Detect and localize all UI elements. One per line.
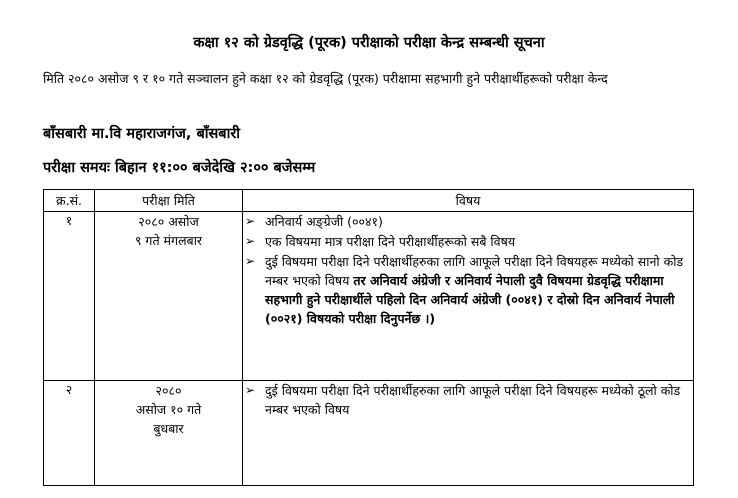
exam-center-name: बाँसबारी मा.वि महाराजगंज, बाँसबारी bbox=[43, 126, 241, 142]
arrow-right-outline-icon: ➢ bbox=[245, 383, 256, 397]
row-subjects bbox=[243, 212, 694, 381]
notice-title: कक्षा १२ को ग्रेडवृद्धि (पूरक) परीक्षाको परीक्षा केन्द्र सम्बन्धी सूचना bbox=[193, 35, 545, 51]
header-exam-date: परीक्षा मिति bbox=[95, 190, 243, 212]
row-exam-date bbox=[95, 381, 243, 486]
notice-intro: मिति २०८० असोज ९ र १० गते सञ्चालन हुने कक्षा १२ को ग्रेडवृद्धि (पूरक) परीक्षामा सहभागी हुने परीक्षार्थीहरूको परीक्षा केन्द bbox=[43, 71, 608, 86]
date-line: २०८० bbox=[155, 383, 182, 398]
arrow-right-outline-icon: ➢ bbox=[245, 254, 256, 268]
list-item bbox=[243, 252, 693, 328]
exam-time: परीक्षा समयः बिहान ११:०० बजेदेखि २:०० बजेसम्म bbox=[43, 160, 316, 176]
subject-list bbox=[243, 212, 693, 328]
table-row bbox=[44, 381, 694, 486]
table-row bbox=[44, 212, 694, 381]
subject-list bbox=[243, 381, 693, 419]
subject-note-bold: तर अनिवार्य अंग्रेजी र अनिवार्य नेपाली दुवै विषयमा ग्रेडवृद्धि परीक्षामा सहभागी हुने परीक्षार्थीले पहिलो दिन अनिवार्य अंग्रेजी (००४१) र दोस्रो दिन अनिवार्य नेपाली (००२१) विषयको परीक्षा दिनुपर्नेछ ।) bbox=[265, 273, 675, 326]
date-line: असोज १० गते bbox=[135, 402, 202, 417]
list-item bbox=[243, 381, 693, 419]
list-item bbox=[243, 212, 693, 231]
date-line: २०८० असोज bbox=[138, 214, 199, 229]
row-serial-number: २ bbox=[44, 381, 95, 486]
header-subject: विषय bbox=[243, 190, 694, 212]
header-serial-number: क्र.सं. bbox=[44, 190, 95, 212]
exam-schedule-table bbox=[43, 189, 694, 486]
row-exam-date bbox=[95, 212, 243, 381]
table-header-row bbox=[44, 190, 694, 212]
row-subjects bbox=[243, 381, 694, 486]
arrow-right-outline-icon: ➢ bbox=[245, 234, 256, 248]
date-line: बुधबार bbox=[153, 421, 184, 436]
arrow-right-outline-icon: ➢ bbox=[245, 214, 256, 228]
subject-text: अनिवार्य अङ्ग्रेजी (००४१) bbox=[265, 214, 383, 229]
subject-text: दुई विषयमा परीक्षा दिने परीक्षार्थीहरुका लागि आफूले परीक्षा दिने विषयहरू मध्येको सानो कोड नम्बर भएको विषय bbox=[265, 254, 684, 288]
list-item bbox=[243, 232, 693, 251]
subject-text: एक विषयमा मात्र परीक्षा दिने परीक्षार्थीहरूको सबै विषय bbox=[265, 234, 516, 249]
subject-text: दुई विषयमा परीक्षा दिने परीक्षार्थीहरुका लागि आफूले परीक्षा दिने विषयहरू मध्येको ठूलो कोड नम्बर भएको विषय bbox=[265, 383, 681, 417]
row-serial-number: १ bbox=[44, 212, 95, 381]
date-line: ९ गते मंगलबार bbox=[134, 233, 203, 248]
